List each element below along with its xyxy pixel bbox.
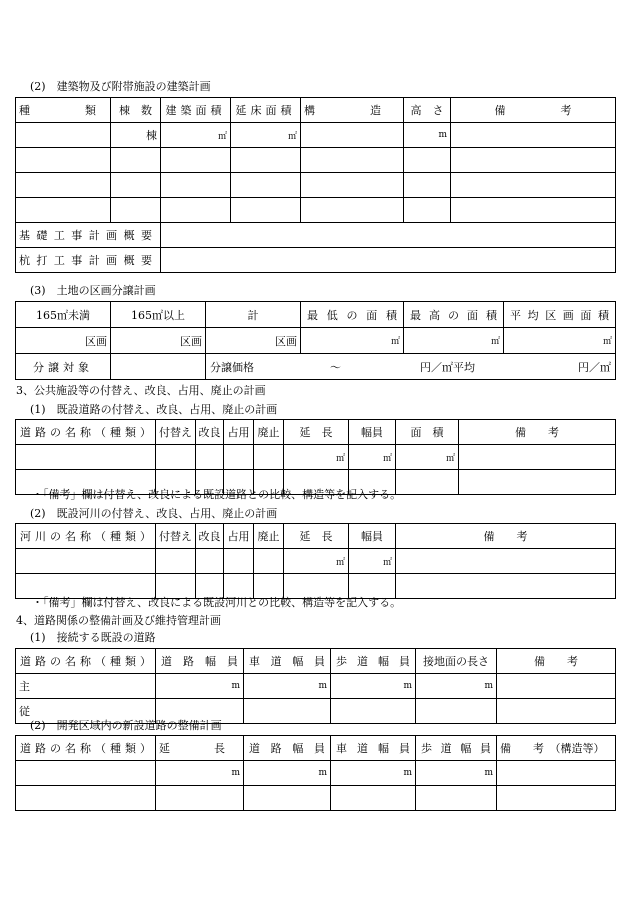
col-structure: 構 造 [301, 98, 404, 123]
col-occupancy: 占用 [224, 524, 254, 549]
cell[interactable] [451, 123, 616, 148]
cell[interactable] [16, 786, 156, 811]
cell[interactable] [161, 198, 231, 223]
cell[interactable] [404, 173, 451, 198]
col-avg-area: 平均区画面積 [504, 302, 616, 328]
cell[interactable] [231, 148, 301, 173]
unit-cell[interactable]: ㎡ [349, 445, 396, 470]
unit-cell[interactable]: m [331, 674, 416, 699]
sale-target-value[interactable] [111, 354, 206, 380]
existing-roads-table [15, 419, 616, 495]
col-height: 高 さ [404, 98, 451, 123]
cell[interactable] [16, 761, 156, 786]
col-over-165: 165㎡以上 [111, 302, 206, 328]
cell[interactable] [254, 574, 284, 599]
unit-cell[interactable]: ㎡ [284, 445, 349, 470]
col-remarks: 備 考 [451, 98, 616, 123]
col-area: 面 積 [396, 420, 459, 445]
col-length: 延 長 [284, 420, 349, 445]
cell[interactable] [301, 123, 404, 148]
col-max-area: 最高の面積 [404, 302, 504, 328]
cell[interactable] [396, 574, 616, 599]
cell[interactable] [111, 148, 161, 173]
note-rivers: ・「備考」欄は付替え、改良による既設河川との比較、構造等を記入する。 [32, 596, 402, 609]
col-remarks: 備 考 [459, 420, 616, 445]
cell[interactable] [451, 198, 616, 223]
cell[interactable] [156, 574, 196, 599]
unit-cell[interactable]: ㎡ [396, 445, 459, 470]
cell[interactable] [244, 786, 331, 811]
unit-cell[interactable]: ㎡ [161, 123, 231, 148]
new-roads-table [15, 735, 616, 811]
col-road-name: 道路の名称（種類） [16, 736, 156, 761]
cell[interactable] [156, 786, 244, 811]
col-carriageway-width: 車道幅員 [244, 649, 331, 674]
unit-cell[interactable]: 区画 [111, 328, 206, 354]
cell[interactable] [196, 549, 224, 574]
cell[interactable] [404, 148, 451, 173]
unit-cell[interactable]: 区画 [16, 328, 111, 354]
sale-target-label: 分譲対象 [16, 354, 111, 380]
col-sidewalk-width: 歩道幅員 [331, 649, 416, 674]
row-sub-label: 従 [16, 699, 156, 724]
unit-cell[interactable]: m [331, 761, 416, 786]
piles-value[interactable] [161, 248, 616, 273]
foundation-label: 基礎工事計画概要 [16, 223, 161, 248]
cell[interactable] [404, 198, 451, 223]
col-min-area: 最低の面積 [301, 302, 404, 328]
sale-price-label: 分譲価格 [210, 360, 254, 374]
cell[interactable] [16, 549, 156, 574]
unit-cell[interactable]: 棟 [111, 123, 161, 148]
cell[interactable] [224, 445, 254, 470]
cell[interactable] [301, 198, 404, 223]
unit-cell[interactable]: m [244, 761, 331, 786]
col-relocation: 付替え [156, 420, 196, 445]
sale-price-cell[interactable] [206, 354, 616, 380]
col-under-165: 165㎡未満 [16, 302, 111, 328]
col-road-name: 道路の名称（種類） [16, 649, 156, 674]
unit-cell[interactable]: ㎡ [231, 123, 301, 148]
cell[interactable] [416, 786, 497, 811]
section-heading-roads: (1) 既設道路の付替え、改良、占用、廃止の計画 [30, 403, 278, 416]
unit-cell[interactable]: 区画 [206, 328, 301, 354]
col-width: 幅員 [349, 420, 396, 445]
unit-cell[interactable]: m [416, 674, 497, 699]
cell[interactable] [161, 148, 231, 173]
cell[interactable] [231, 173, 301, 198]
col-carriageway-width: 車道幅員 [331, 736, 416, 761]
cell[interactable] [301, 148, 404, 173]
col-building-area: 建築面積 [161, 98, 231, 123]
unit-cell[interactable]: ㎡ [284, 549, 349, 574]
cell[interactable] [224, 574, 254, 599]
col-total: 計 [206, 302, 301, 328]
col-remarks: 備 考 [497, 649, 616, 674]
col-river-name: 河川の名称（種類） [16, 524, 156, 549]
cell[interactable] [156, 445, 196, 470]
row-main-label: 主 [16, 674, 156, 699]
section-heading-new-roads: (2) 開発区域内の新設道路の整備計画 [30, 719, 222, 732]
lots-table [15, 301, 616, 380]
cell[interactable] [196, 445, 224, 470]
col-road-width: 道路幅員 [156, 649, 244, 674]
cell[interactable] [254, 549, 284, 574]
col-count: 棟 数 [111, 98, 161, 123]
col-road-width: 道路幅員 [244, 736, 331, 761]
cell[interactable] [196, 574, 224, 599]
yen-avg: 円／㎡平均 [420, 360, 475, 374]
note-roads: ・「備考」欄は付替え、改良による既設道路との比較、構造等を記入する。 [32, 488, 402, 501]
cell[interactable] [16, 198, 111, 223]
yen-per-sqm: 円／㎡ [578, 360, 611, 374]
buildings-table [15, 97, 616, 273]
cell[interactable] [451, 173, 616, 198]
col-abolition: 廃止 [254, 524, 284, 549]
cell[interactable] [254, 445, 284, 470]
cell[interactable] [111, 173, 161, 198]
col-width: 幅員 [349, 524, 396, 549]
foundation-value[interactable] [161, 223, 616, 248]
cell[interactable] [349, 574, 396, 599]
main-heading-3: 3、公共施設等の付替え、改良、占用、廃止の計画 [16, 384, 266, 397]
col-floor-area: 延床面積 [231, 98, 301, 123]
cell[interactable] [16, 445, 156, 470]
cell[interactable] [161, 173, 231, 198]
cell[interactable] [451, 148, 616, 173]
cell[interactable] [497, 761, 616, 786]
col-relocation: 付替え [156, 524, 196, 549]
col-abolition: 廃止 [254, 420, 284, 445]
col-improvement: 改良 [196, 524, 224, 549]
cell[interactable] [16, 148, 111, 173]
unit-cell[interactable]: ㎡ [504, 328, 616, 354]
section-heading-rivers: (2) 既設河川の付替え、改良、占用、廃止の計画 [30, 507, 278, 520]
col-road-name: 道路の名称（種類） [16, 420, 156, 445]
cell[interactable] [244, 699, 331, 724]
cell[interactable] [16, 173, 111, 198]
cell[interactable] [111, 198, 161, 223]
section-heading-buildings: (2) 建築物及び附帯施設の建築計画 [30, 80, 211, 93]
cell[interactable] [497, 699, 616, 724]
cell[interactable] [497, 674, 616, 699]
col-sidewalk-width: 歩道幅員 [416, 736, 497, 761]
col-contact-length: 接地面の長さ [416, 649, 497, 674]
col-length: 延 長 [156, 736, 244, 761]
unit-cell[interactable]: m [156, 761, 244, 786]
main-heading-4: 4、道路関係の整備計画及び維持管理計画 [16, 614, 221, 627]
cell[interactable] [331, 699, 416, 724]
cell[interactable] [497, 786, 616, 811]
cell[interactable] [301, 173, 404, 198]
col-remarks: 備 考 （構造等） [497, 736, 616, 761]
col-improvement: 改良 [196, 420, 224, 445]
cell[interactable] [224, 549, 254, 574]
col-length: 延 長 [284, 524, 349, 549]
cell[interactable] [16, 574, 156, 599]
cell[interactable] [396, 470, 459, 495]
cell[interactable] [16, 123, 111, 148]
existing-rivers-table [15, 523, 616, 599]
unit-cell[interactable]: m [404, 123, 451, 148]
unit-cell[interactable]: ㎡ [349, 549, 396, 574]
cell[interactable] [231, 198, 301, 223]
cell[interactable] [459, 445, 616, 470]
cell[interactable] [284, 574, 349, 599]
cell[interactable] [416, 699, 497, 724]
section-heading-lots: (3) 土地の区画分譲計画 [30, 284, 156, 297]
col-type: 種 類 [16, 98, 111, 123]
cell[interactable] [331, 786, 416, 811]
unit-cell[interactable]: ㎡ [404, 328, 504, 354]
piles-label: 杭打工事計画概要 [16, 248, 161, 273]
col-remarks: 備 考 [396, 524, 616, 549]
cell[interactable] [396, 549, 616, 574]
section-heading-connecting-roads: (1) 接続する既設の道路 [30, 631, 156, 644]
col-occupancy: 占用 [224, 420, 254, 445]
cell[interactable] [459, 470, 616, 495]
cell[interactable] [156, 549, 196, 574]
connecting-roads-table [15, 648, 616, 724]
unit-cell[interactable]: m [156, 674, 244, 699]
tilde: ～ [330, 360, 341, 374]
unit-cell[interactable]: m [244, 674, 331, 699]
unit-cell[interactable]: ㎡ [301, 328, 404, 354]
unit-cell[interactable]: m [416, 761, 497, 786]
